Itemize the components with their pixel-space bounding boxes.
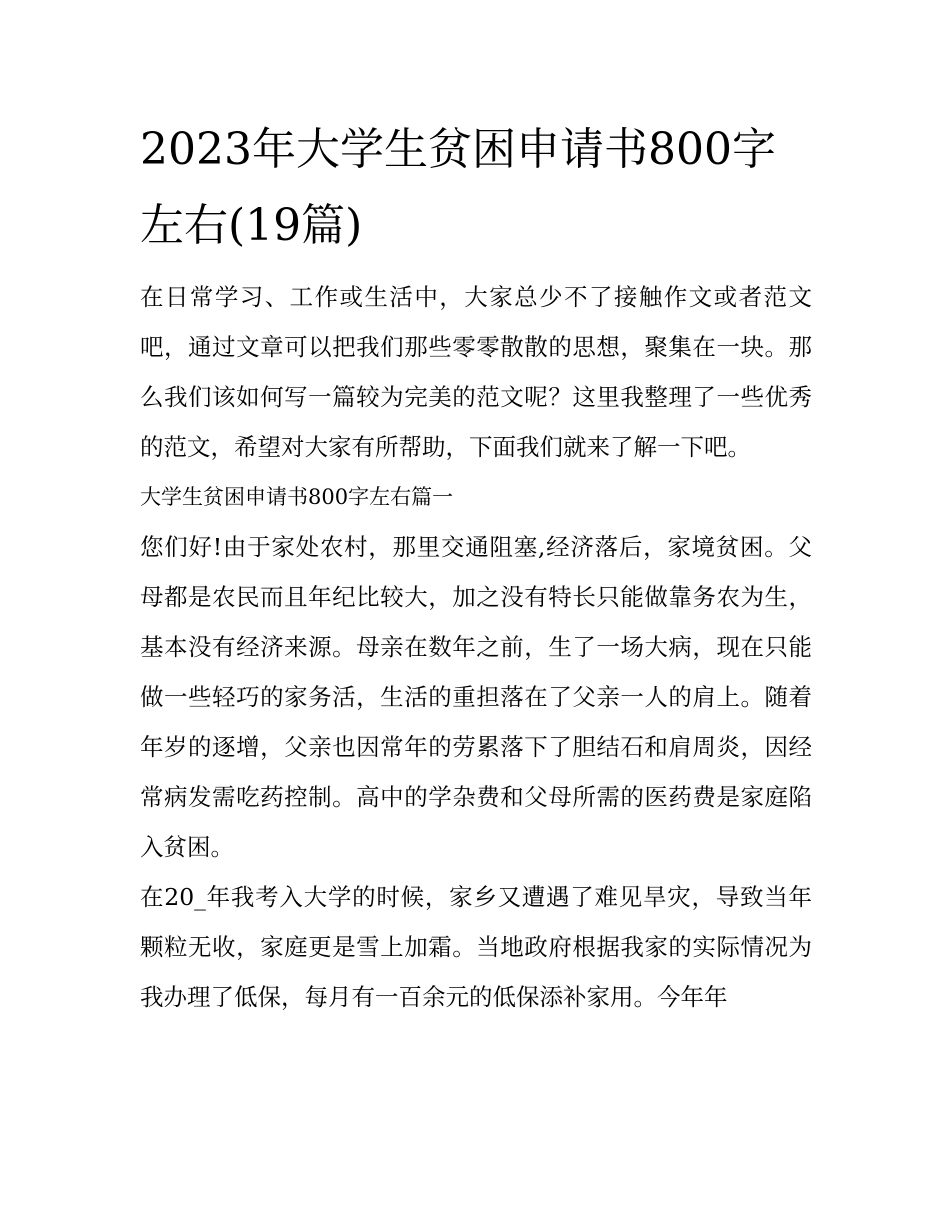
intro-paragraph: 在日常学习、工作或生活中，大家总少不了接触作文或者范文吧，通过文章可以把我们那些零零散散的思想，聚集在一块。那么我们该如何写一篇较为完美的范文呢？这里我整理了一些优秀的范文，希望对大家有所帮助，下面我们就来了解一下吧。 (140, 283, 812, 461)
document-page (140, 112, 812, 1022)
section-heading: 大学生贫困申请书800字左右篇一 (140, 485, 454, 509)
document-title: 2023年大学生贫困申请书800字左右(19篇) (140, 124, 776, 251)
body-paragraph-1: 您们好!由于家处农村，那里交通阻塞,经济落后，家境贫困。父母都是农民而且年纪比较大，加之没有特长只能做靠务农为生，基本没有经济来源。母亲在数年之前，生了一场大病，现在只能做一些轻巧的家务活，生活的重担落在了父亲一人的肩上。随着年岁的逐增，父亲也因常年的劳累落下了胆结石和肩周炎，因经常病发需吃药控制。高中的学杂费和父母所需的医药费是家庭陷入贫困。 (140, 533, 812, 861)
body-paragraph-2: 在20_年我考入大学的时候，家乡又遭遇了难见旱灾，导致当年颗粒无收，家庭更是雪上加霜。当地政府根据我家的实际情况为我办理了低保，每月有一百余元的低保添补家用。今年年 (140, 883, 812, 1011)
